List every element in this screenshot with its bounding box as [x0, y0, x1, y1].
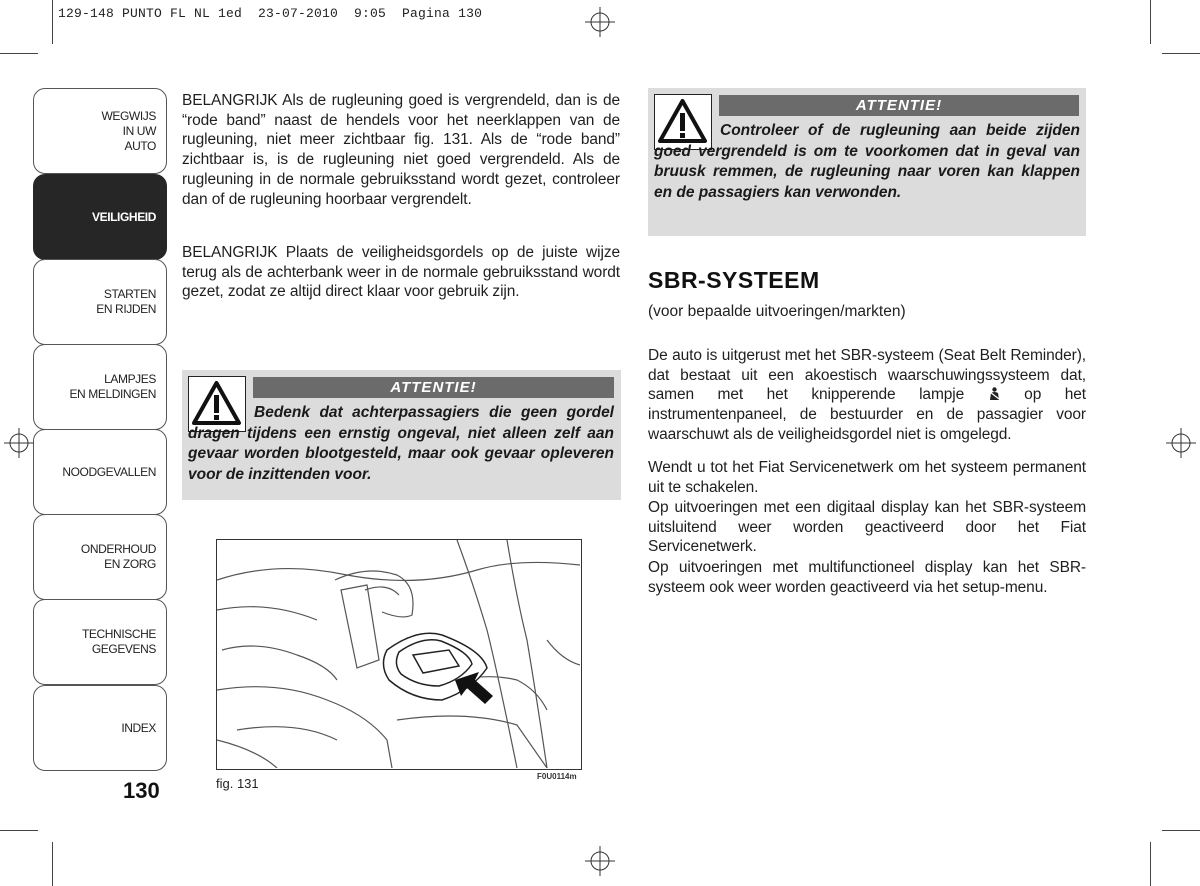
- crop-mark: [1162, 830, 1200, 831]
- right-paragraph-1-end: op het instrumentenpaneel, de bestuurder en de passagier voor waarschuwt als de veiligheidsgordel niet is omgelegd.: [648, 386, 1086, 443]
- warning-text: [188, 403, 614, 485]
- sidebar-tab-noodgevallen[interactable]: NOODGEVALLEN: [33, 429, 167, 515]
- registration-mark-icon: [585, 7, 615, 37]
- crop-mark: [0, 830, 38, 831]
- sidebar-tab-lampjes[interactable]: LAMPJES EN MELDINGEN: [33, 344, 167, 430]
- right-paragraph-4: Op uitvoeringen met multifunctioneel display kan het SBR-systeem ook weer worden geactiveerd via het setup-menu.: [648, 559, 1086, 596]
- left-paragraph-1: BELANGRIJK Als de rugleuning goed is vergrendeld, dan is de “rode band” naast de hendels voor het neerklappen van de rugleuning, niet meer zichtbaar fig. 131. Als de “rode band” zichtbaar is, is de rugleuning niet goed vergrendeld. Als de rugleuning in de normale gebruiksstand wordt gezet, controleer dan of de rugleuning hoorbaar vergrendelt.: [182, 92, 620, 208]
- registration-mark-icon: [585, 846, 615, 876]
- warning-text-body: Bedenk dat achterpassagiers die geen gordel dragen tijdens een ernstig ongeval, niet alleen zelf aan gevaar worden blootgesteld, maar ook gevaar opleveren voor de inzittenden voor.: [188, 404, 614, 483]
- right-paragraph-1-start: De auto is uitgerust met het SBR-systeem (Seat Belt Reminder), dat bestaat uit een akoestisch waarschuwingssysteem dat, samen met het knipperende lampje: [648, 347, 1086, 404]
- figure-code: F0U0114m: [537, 772, 577, 781]
- sidebar-tab-technische[interactable]: TECHNISCHE GEGEVENS: [33, 599, 167, 685]
- sidebar-tab-onderhoud[interactable]: ONDERHOUD EN ZORG: [33, 514, 167, 600]
- sidebar-tab-starten[interactable]: STARTEN EN RIJDEN: [33, 259, 167, 345]
- crop-mark: [0, 53, 38, 54]
- warning-box-left: [182, 370, 621, 500]
- crop-mark: [52, 842, 53, 886]
- page-number: 130: [123, 778, 160, 803]
- seat-illustration: [217, 540, 580, 768]
- warning-text: [654, 121, 1080, 203]
- figure-caption: fig. 131: [216, 776, 259, 791]
- sidebar-tab-index[interactable]: INDEX: [33, 685, 167, 771]
- sidebar-tab-wegwijs[interactable]: WEGWIJS IN UW AUTO: [33, 88, 167, 174]
- right-paragraph-3: Op uitvoeringen met een digitaal display kan het SBR-systeem uitsluitend weer worden geactiveerd door het Fiat Servicenetwerk.: [648, 499, 1086, 556]
- print-header: 129-148 PUNTO FL NL 1ed 23-07-2010 9:05 Pagina 130: [58, 6, 483, 21]
- sidebar-tab-veiligheid[interactable]: VEILIGHEID: [33, 174, 167, 260]
- warning-title-bar: ATTENTIE!: [253, 377, 614, 398]
- registration-mark-icon: [1166, 428, 1196, 458]
- crop-mark: [52, 0, 53, 44]
- registration-mark-icon: [4, 428, 34, 458]
- right-paragraph-2: Wendt u tot het Fiat Servicenetwerk om het systeem permanent uit te schakelen.: [648, 459, 1086, 496]
- warning-title-bar: ATTENTIE!: [719, 95, 1079, 116]
- crop-mark: [1150, 0, 1151, 44]
- figure-131-image: [216, 539, 582, 770]
- left-paragraph-2: BELANGRIJK Plaats de veiligheidsgordels op de juiste wijze terug als de achterbank weer in de normale gebruiksstand wordt gezet, zodat ze altijd direct klaar voor gebruik zijn.: [182, 244, 620, 301]
- warning-box-right: [648, 88, 1086, 236]
- seatbelt-warning-icon: [988, 387, 1001, 401]
- crop-mark: [1162, 53, 1200, 54]
- section-heading: SBR-SYSTEEM: [648, 267, 820, 293]
- warning-text-body: Controleer of de rugleuning aan beide zijden goed vergrendeld is om te voorkomen dat in geval van bruusk remmen, de rugleuning naar voren kan klappen en de passagiers kan verwonden.: [654, 122, 1080, 201]
- right-paragraph-1: [648, 346, 1086, 445]
- crop-mark: [1150, 842, 1151, 886]
- section-subtitle: (voor bepaalde uitvoeringen/markten): [648, 303, 906, 320]
